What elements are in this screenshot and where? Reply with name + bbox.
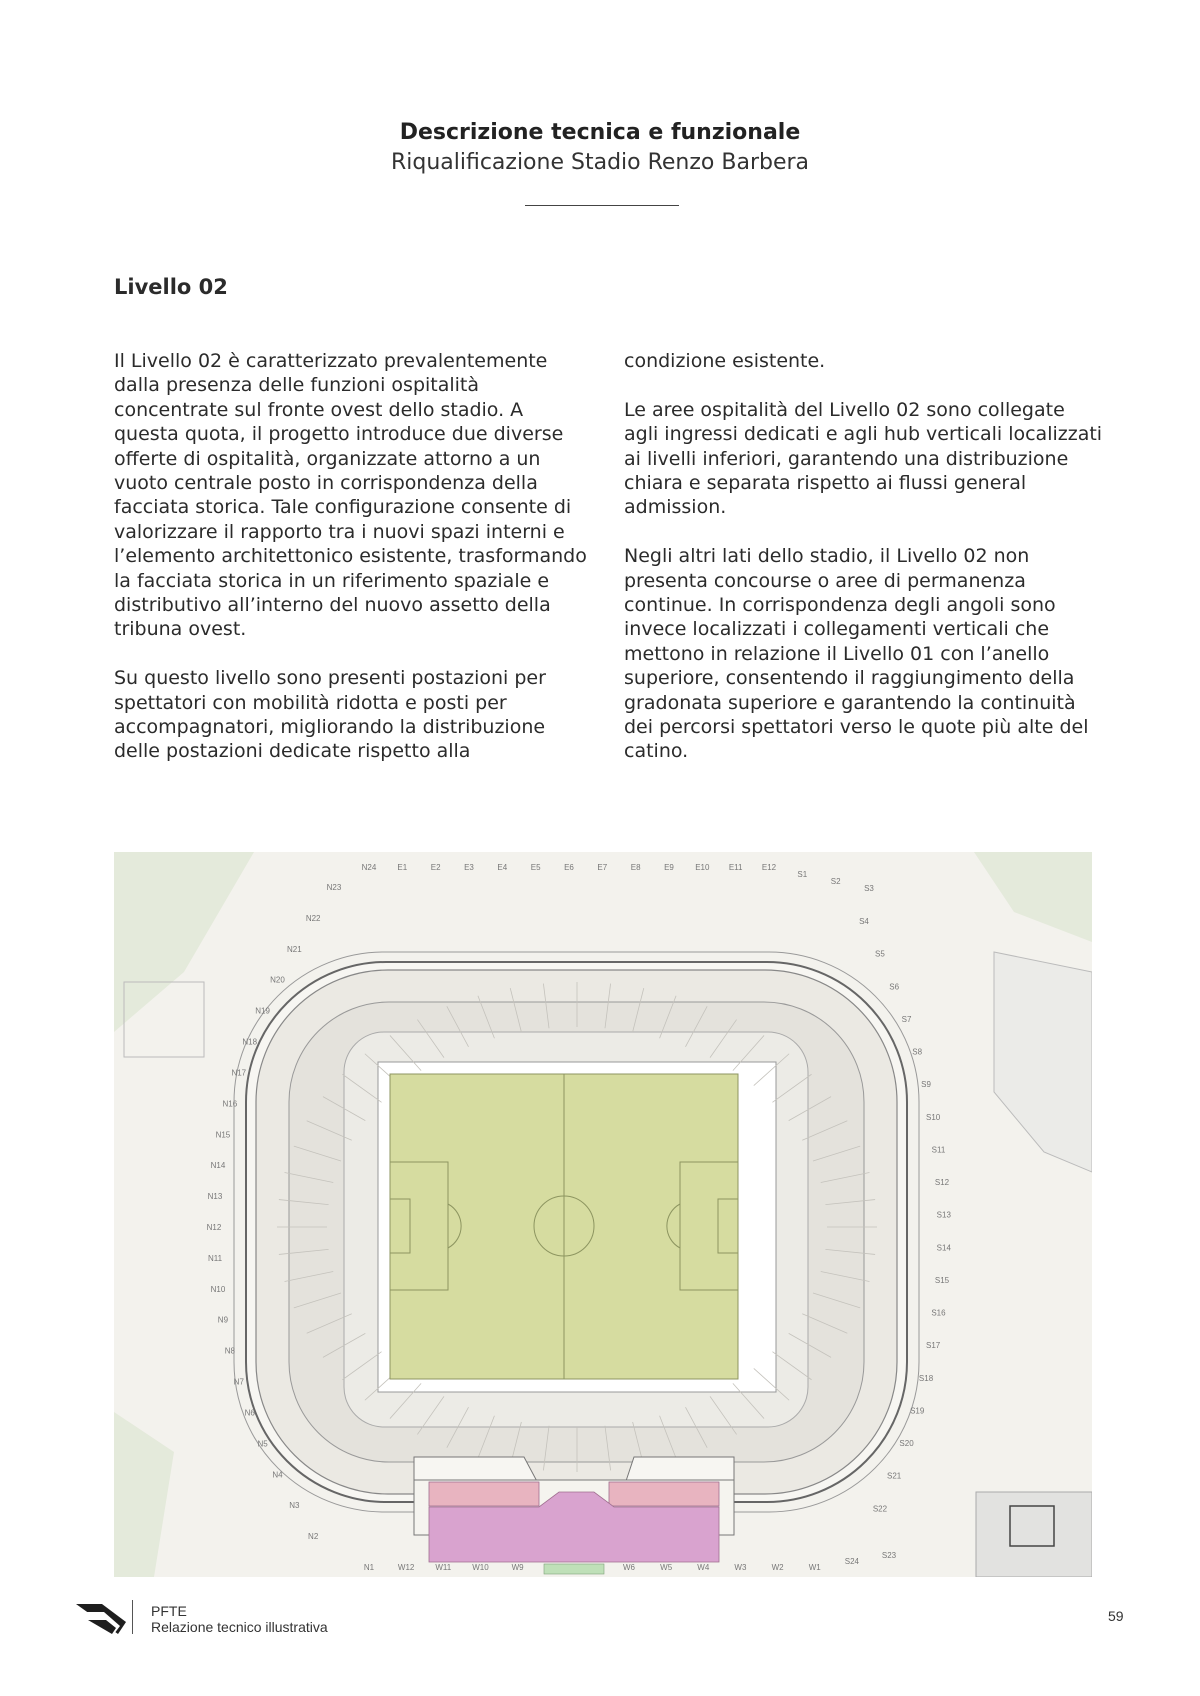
gate-label: W5 bbox=[660, 1563, 673, 1572]
gate-label: N11 bbox=[207, 1253, 223, 1263]
gate-label: N17 bbox=[231, 1068, 247, 1078]
gate-label: N4 bbox=[272, 1470, 283, 1480]
gate-label: N18 bbox=[242, 1037, 258, 1047]
gate-label: S20 bbox=[899, 1439, 914, 1449]
gate-label: E1 bbox=[397, 863, 408, 872]
stadium-plan-drawing bbox=[114, 852, 1092, 1577]
gate-label: S8 bbox=[912, 1047, 923, 1057]
gate-label: N22 bbox=[305, 913, 321, 923]
gate-label: S24 bbox=[844, 1557, 859, 1566]
gate-label: E12 bbox=[761, 863, 777, 872]
gate-label: E5 bbox=[530, 863, 541, 872]
gate-label: S6 bbox=[889, 982, 900, 992]
gate-label: N10 bbox=[210, 1284, 226, 1294]
gate-label: N15 bbox=[215, 1130, 231, 1140]
gate-label: S19 bbox=[910, 1406, 925, 1416]
paragraph: condizione esistente. bbox=[624, 350, 826, 372]
gate-label: N14 bbox=[210, 1161, 226, 1171]
gate-label: N9 bbox=[217, 1315, 229, 1325]
gate-label: W6 bbox=[623, 1563, 635, 1572]
gate-label: N5 bbox=[257, 1439, 268, 1449]
gate-label: E11 bbox=[728, 863, 743, 872]
gate-label: E7 bbox=[597, 863, 608, 872]
paragraph: Negli altri lati dello stadio, il Livello 02 non presenta concourse o aree di permanenza continue. In corrispondenza degli angoli sono invece localizzati i collegamenti verticali che mettono in relazione il Livello 01 con l’anello superiore, consentendo il raggiungimento della gradonata superiore e garantendo la continuità dei percorsi spettatori verso le quote più alte del catino. bbox=[624, 545, 1089, 763]
entrance-canopy bbox=[544, 1564, 604, 1574]
gate-label: S4 bbox=[859, 917, 869, 926]
gate-label: S3 bbox=[864, 884, 874, 893]
gate-label: S21 bbox=[887, 1471, 902, 1481]
footer-label: PFTE bbox=[151, 1603, 187, 1619]
gate-label: W4 bbox=[697, 1563, 710, 1572]
gate-label: S13 bbox=[936, 1210, 951, 1220]
gate-label: N3 bbox=[289, 1501, 300, 1511]
footer-description: Relazione tecnico illustrativa bbox=[151, 1619, 328, 1635]
stadium-level-plan bbox=[114, 852, 1092, 1577]
gate-label: N20 bbox=[270, 975, 285, 985]
section-heading: Livello 02 bbox=[114, 275, 228, 299]
gate-label: N6 bbox=[244, 1408, 255, 1418]
page-number: 59 bbox=[1108, 1608, 1124, 1624]
gate-label: W12 bbox=[397, 1563, 415, 1572]
gate-label: E3 bbox=[464, 863, 474, 872]
gate-label: S7 bbox=[901, 1014, 912, 1024]
gate-label: N1 bbox=[363, 1563, 375, 1572]
gate-label: S11 bbox=[931, 1145, 946, 1155]
text-column-left bbox=[114, 349, 588, 788]
gate-label: S16 bbox=[931, 1308, 946, 1318]
footer-divider bbox=[132, 1600, 133, 1634]
gate-label: W3 bbox=[734, 1563, 747, 1572]
gate-label: W1 bbox=[808, 1563, 821, 1572]
hospitality-area bbox=[609, 1482, 719, 1506]
page-header bbox=[0, 118, 1200, 178]
gate-label: S22 bbox=[872, 1504, 888, 1514]
gate-label: S14 bbox=[936, 1243, 951, 1253]
hospitality-area bbox=[429, 1482, 539, 1506]
gate-label: N21 bbox=[286, 944, 302, 954]
gate-label: S2 bbox=[830, 877, 841, 886]
gate-label: S5 bbox=[875, 949, 885, 959]
gate-label: S23 bbox=[881, 1551, 897, 1560]
gate-label: W10 bbox=[472, 1563, 489, 1572]
side-building bbox=[976, 1492, 1092, 1577]
gate-label: S10 bbox=[926, 1112, 941, 1122]
gate-label: N19 bbox=[255, 1006, 270, 1016]
gate-label: N8 bbox=[224, 1346, 235, 1356]
gate-label: S18 bbox=[918, 1373, 934, 1383]
gate-label: N23 bbox=[326, 883, 342, 892]
gate-label: E2 bbox=[430, 863, 441, 872]
gate-label: S1 bbox=[797, 870, 808, 879]
title-divider bbox=[525, 205, 679, 206]
footer bbox=[151, 1603, 328, 1635]
gate-label: N12 bbox=[206, 1223, 222, 1232]
gate-label: W9 bbox=[511, 1563, 524, 1572]
text-column-right bbox=[624, 349, 1104, 788]
gate-label: E9 bbox=[664, 863, 674, 872]
gate-label: N2 bbox=[308, 1532, 319, 1542]
gate-label: N7 bbox=[233, 1377, 244, 1387]
gate-label: E4 bbox=[497, 863, 508, 872]
gate-label: W11 bbox=[435, 1563, 452, 1572]
gate-label: E8 bbox=[630, 863, 641, 872]
gate-label: S12 bbox=[934, 1178, 950, 1188]
gate-label: S17 bbox=[926, 1341, 941, 1351]
document-title: Descrizione tecnica e funzionale bbox=[399, 120, 801, 145]
gate-label: S15 bbox=[934, 1275, 950, 1285]
gate-label: N24 bbox=[361, 863, 377, 872]
gate-label: S9 bbox=[921, 1080, 931, 1090]
gate-label: E6 bbox=[564, 863, 574, 872]
club-logo bbox=[74, 1600, 136, 1638]
paragraph: Su questo livello sono presenti postazioni per spettatori con mobilità ridotta e posti per accompagnatori, migliorando la distribuzione delle postazioni dedicate rispetto alla bbox=[114, 667, 546, 763]
paragraph: Le aree ospitalità del Livello 02 sono collegate agli ingressi dedicati e agli hub verticali localizzati ai livelli inferiori, garantendo una distribuzione chiara e separata rispetto ai flussi general admission. bbox=[624, 398, 1103, 519]
document-subtitle: Riqualificazione Stadio Renzo Barbera bbox=[390, 150, 810, 175]
gate-label: E10 bbox=[695, 863, 710, 872]
gate-label: N16 bbox=[222, 1099, 238, 1109]
paragraph: Il Livello 02 è caratterizzato prevalentemente dalla presenza delle funzioni ospitalità concentrate sul fronte ovest dello stadio. A questa quota, il progetto introduce due diverse offerte di ospitalità, organizzate attorno a un vuoto centrale posto in corrispondenza della facciata storica. Tale configurazione consente di valorizzare il rapporto tra i nuovi spazi interni e l’elemento architettonico esistente, trasformando la facciata storica in un riferimento spaziale e distributivo all’interno del nuovo assetto della tribuna ovest. bbox=[114, 350, 587, 641]
gate-label: N13 bbox=[207, 1192, 223, 1202]
gate-label: W2 bbox=[771, 1563, 784, 1572]
